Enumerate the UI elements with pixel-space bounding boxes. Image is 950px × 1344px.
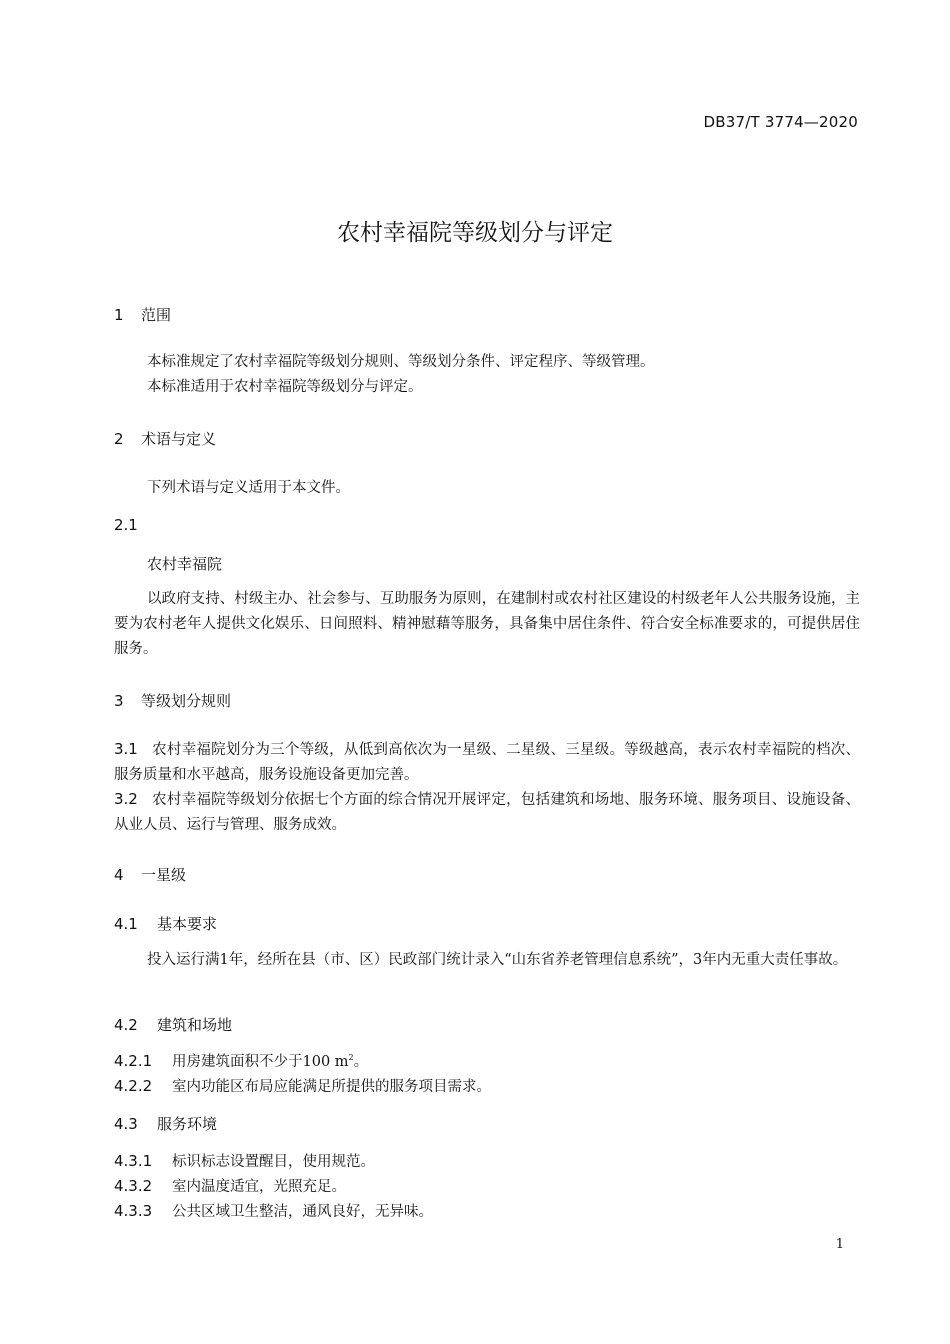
- section-title: 服务环境: [157, 1115, 218, 1133]
- section-3-heading: [114, 690, 231, 711]
- item-number: 4.2.2: [114, 1077, 153, 1095]
- section-number: 4.3: [114, 1115, 138, 1133]
- section-title: 建筑和场地: [157, 1016, 233, 1034]
- scope-paragraph-1: 本标准规定了农村幸福院等级划分规则、等级划分条件、评定程序、等级管理。: [147, 354, 655, 370]
- superscript: 2: [348, 1053, 354, 1063]
- term-definition: 以政府支持、村级主办、社会参与、互助服务为原则，在建制村或农村社区建设的村级老年人公共服务设施，主要为农村老年人提供文化娱乐、日间照料、精神慰藉等服务，具备集中居住条件、符合安全标准要求的，可提供居住服务。: [114, 591, 860, 657]
- terms-intro-paragraph: 下列术语与定义适用于本文件。: [147, 480, 350, 496]
- item-number: 4.3.3: [114, 1202, 153, 1220]
- section-number: 2: [114, 430, 124, 448]
- item-text: 公共区域卫生整洁，通风良好，无异味。: [172, 1204, 433, 1220]
- item-number: 4.2.1: [114, 1052, 153, 1070]
- section-title: 一星级: [141, 866, 187, 884]
- item-text: 室内功能区布局应能满足所提供的服务项目需求。: [172, 1079, 491, 1095]
- clause-text: 农村幸福院等级划分依据七个方面的综合情况开展评定，包括建筑和场地、服务环境、服务项目、设施设备、从业人员、运行与管理、服务成效。: [114, 792, 860, 833]
- section-4-3-heading: [114, 1113, 217, 1134]
- item-4-3-2: [114, 1175, 346, 1196]
- item-4-3-3: [114, 1200, 433, 1221]
- item-number: 4.3.1: [114, 1152, 153, 1170]
- section-number: 4.2: [114, 1016, 138, 1034]
- section-4-heading: [114, 864, 186, 885]
- basic-requirements-paragraph: 投入运行满1年，经所在县（市、区）民政部门统计录入“山东省养老管理信息系统”，3年内无重大责任事故。: [147, 952, 848, 968]
- section-2-heading: [114, 428, 216, 449]
- section-number: 1: [114, 306, 124, 324]
- section-4-1-heading: [114, 913, 217, 934]
- document-title: 农村幸福院等级划分与评定: [337, 220, 613, 246]
- item-number: 4.3.2: [114, 1177, 153, 1195]
- item-text: 室内温度适宜，光照充足。: [172, 1179, 346, 1195]
- item-text: 标识标志设置醒目，使用规范。: [172, 1154, 375, 1170]
- item-4-2-1: [114, 1050, 368, 1071]
- section-title: 等级划分规则: [141, 692, 232, 710]
- clause-number: 3.1: [114, 740, 138, 758]
- item-4-2-2: [114, 1075, 491, 1096]
- section-number: 4: [114, 866, 124, 884]
- section-title: 术语与定义: [141, 430, 217, 448]
- section-number: 3: [114, 692, 124, 710]
- section-title: 基本要求: [157, 915, 218, 933]
- item-4-3-1: [114, 1150, 375, 1171]
- clause-number: 3.2: [114, 790, 138, 808]
- standard-code: DB37/T 3774—2020: [703, 113, 858, 131]
- clause-3-1: [114, 737, 860, 788]
- section-1-heading: [114, 304, 171, 325]
- page-number: 1: [835, 1237, 844, 1252]
- clause-text: 农村幸福院划分为三个等级，从低到高依次为一星级、二星级、三星级。等级越高，表示农村幸福院的档次、服务质量和水平越高，服务设施设备更加完善。: [114, 742, 860, 783]
- item-text-end: 。: [353, 1054, 369, 1070]
- section-4-2-heading: [114, 1014, 232, 1035]
- clause-3-2: [114, 787, 860, 838]
- scope-paragraph-2: 本标准适用于农村幸福院等级划分与评定。: [147, 379, 423, 395]
- section-title: 范围: [141, 306, 172, 324]
- item-text: 用房建筑面积不少于100 m: [172, 1054, 349, 1070]
- section-number: 4.1: [114, 915, 138, 933]
- clause-2-1-number: 2.1: [114, 516, 138, 534]
- term-name: 农村幸福院: [147, 555, 223, 573]
